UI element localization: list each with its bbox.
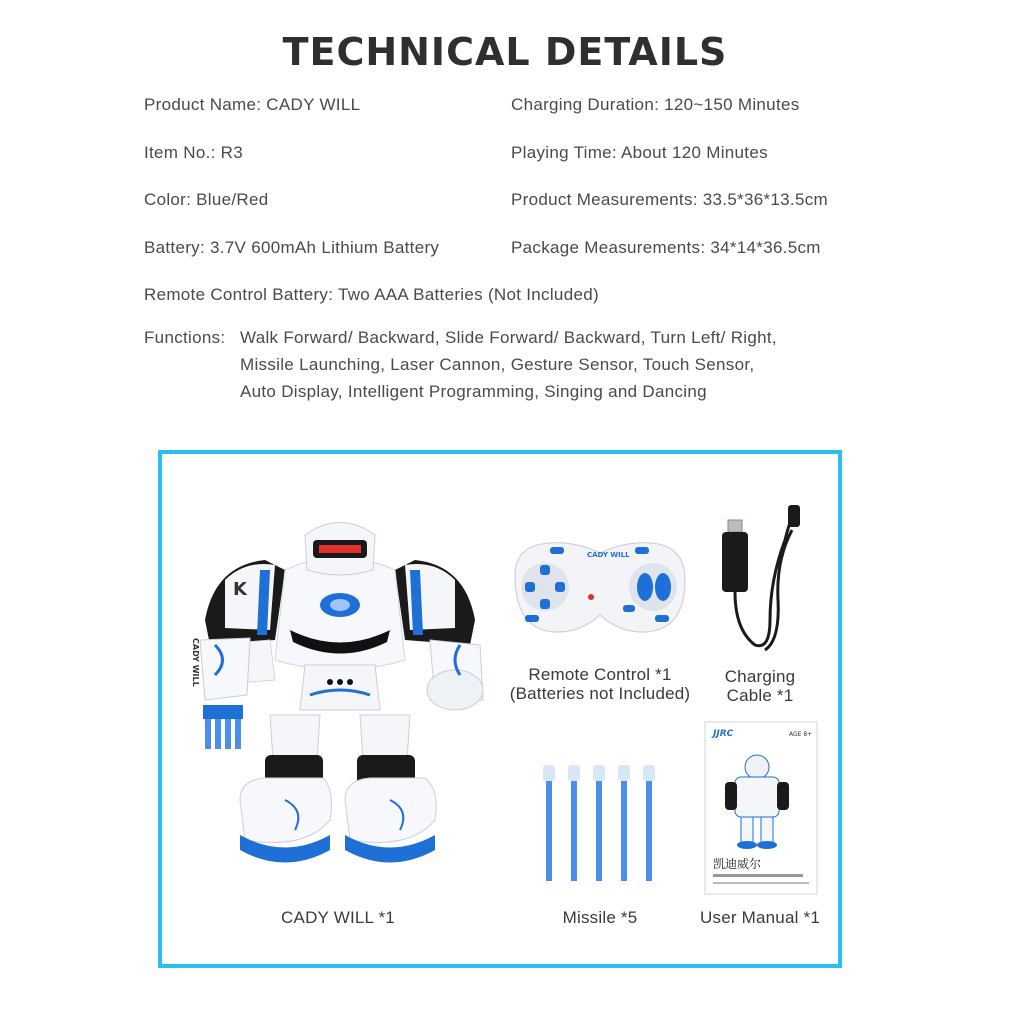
robot-caption: CADY WILL *1 (281, 908, 395, 927)
functions-line: Auto Display, Intelligent Programming, Singing and Dancing (240, 382, 707, 401)
missile-item (543, 765, 555, 881)
spec-product-name: Product Name: CADY WILL (144, 95, 361, 114)
missile-item (593, 765, 605, 881)
spec-playing-time: Playing Time: About 120 Minutes (511, 143, 768, 162)
spec-color: Color: Blue/Red (144, 190, 269, 209)
charging-cable-image (710, 500, 820, 660)
functions-label: Functions: (144, 328, 226, 347)
spec-charging-duration: Charging Duration: 120~150 Minutes (511, 95, 800, 114)
manual-cn-title: 凯迪威尔 (713, 857, 762, 871)
cable-caption-line1: Charging (724, 667, 796, 686)
missile-item (643, 765, 655, 881)
remote-logo: CADY WILL (587, 551, 630, 559)
spec-battery: Battery: 3.7V 600mAh Lithium Battery (144, 238, 440, 257)
page-title: TECHNICAL DETAILS (282, 30, 728, 74)
spec-package-measurements: Package Measurements: 34*14*36.5cm (511, 238, 821, 257)
missiles-image (535, 765, 665, 885)
user-manual-image (705, 722, 817, 894)
functions-line: Walk Forward/ Backward, Slide Forward/ Backward, Turn Left/ Right, (240, 328, 777, 347)
robot-badge: CADY WILL (191, 638, 200, 687)
missile-caption: Missile *5 (562, 908, 638, 927)
manual-brand: JJRC (713, 729, 734, 739)
spec-item-no: Item No.: R3 (144, 143, 244, 162)
cable-caption-line2: Cable *1 (726, 686, 794, 705)
remote-caption-line1: Remote Control *1 (528, 665, 672, 684)
missile-item (568, 765, 580, 881)
manual-caption: User Manual *1 (700, 908, 820, 927)
manual-age: AGE 8+ (789, 731, 813, 738)
spec-product-measurements: Product Measurements: 33.5*36*13.5cm (511, 190, 828, 209)
functions-line: Missile Launching, Laser Cannon, Gesture Sensor, Touch Sensor, (240, 355, 755, 374)
remote-control-image (505, 535, 695, 640)
robot-image (191, 510, 485, 880)
missile-item (618, 765, 630, 881)
svg-text:K: K (233, 579, 247, 600)
remote-caption-line2: (Batteries not Included) (509, 684, 691, 703)
spec-remote-battery: Remote Control Battery: Two AAA Batteries (Not Included) (144, 285, 599, 304)
